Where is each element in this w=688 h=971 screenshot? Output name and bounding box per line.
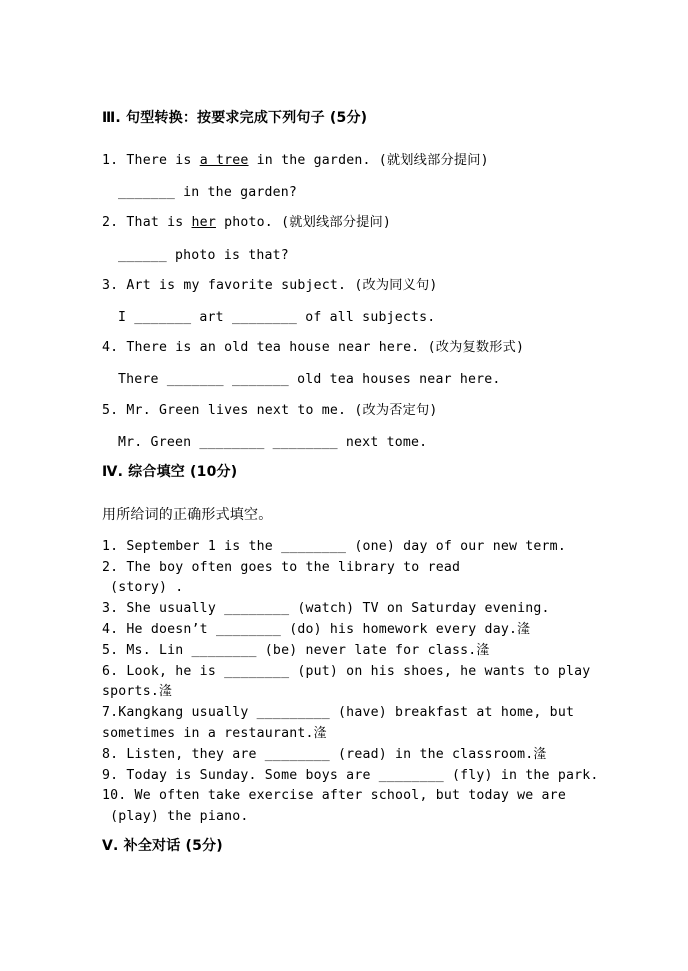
question-5-answer: Mr. Green ________ ________ next tome. — [118, 435, 428, 450]
fill-line: 8. Listen, they are ________ (read) in the classroom.湰 — [102, 747, 547, 762]
question-4-answer: There _______ _______ old tea houses near here. — [118, 372, 501, 387]
question-1-suffix: in the garden. (就划线部分提问) — [248, 153, 489, 168]
fill-line: 7.Kangkang usually _________ (have) breakfast at home, but — [102, 705, 575, 720]
question-2-underlined: her — [191, 215, 216, 230]
question-1 — [102, 153, 489, 169]
question-1-underlined: a tree — [199, 153, 249, 168]
section-4-instruction: 用所给词的正确形式填空。 — [102, 507, 273, 523]
question-4: 4. There is an old tea house near here. (改为复数形式) — [102, 340, 525, 355]
section-3-heading: Ⅲ. 句型转换：按要求完成下列句子 (5分) — [102, 110, 368, 126]
fill-line: 6. Look, he is ________ (put) on his shoes, he wants to play — [102, 664, 591, 679]
fill-line: 1. September 1 is the ________ (one) day of our new term. — [102, 539, 566, 554]
fill-line: sometimes in a restaurant.湰 — [102, 726, 328, 741]
question-2-prefix: 2. That is — [102, 215, 192, 230]
fill-line: 5. Ms. Lin ________ (be) never late for class.湰 — [102, 643, 490, 658]
fill-line: (story) . — [102, 580, 184, 595]
question-1-prefix: 1. There is — [102, 153, 200, 168]
fill-line: 4. He doesn’t ________ (do) his homework every day.湰 — [102, 622, 531, 637]
fill-line: 2. The boy often goes to the library to read — [102, 560, 461, 575]
section-4-heading: Ⅳ. 综合填空 (10分) — [102, 464, 238, 480]
question-2-answer: ______ photo is that? — [118, 248, 289, 263]
question-2 — [102, 215, 391, 231]
question-5: 5. Mr. Green lives next to me. (改为否定句) — [102, 403, 438, 418]
fill-line: (play) the piano. — [102, 809, 249, 824]
question-3-answer: I _______ art ________ of all subjects. — [118, 310, 436, 325]
question-1-answer: _______ in the garden? — [118, 185, 298, 200]
fill-line: 3. She usually ________ (watch) TV on Saturday evening. — [102, 601, 550, 616]
section-5-heading: Ⅴ. 补全对话 (5分) — [102, 838, 223, 854]
question-3: 3. Art is my favorite subject. (改为同义句) — [102, 278, 438, 293]
fill-line: 9. Today is Sunday. Some boys are ________ (fly) in the park. — [102, 768, 599, 783]
fill-line: sports.湰 — [102, 684, 173, 699]
question-2-suffix: photo. (就划线部分提问) — [215, 215, 392, 230]
fill-line: 10. We often take exercise after school, but today we are — [102, 788, 566, 803]
